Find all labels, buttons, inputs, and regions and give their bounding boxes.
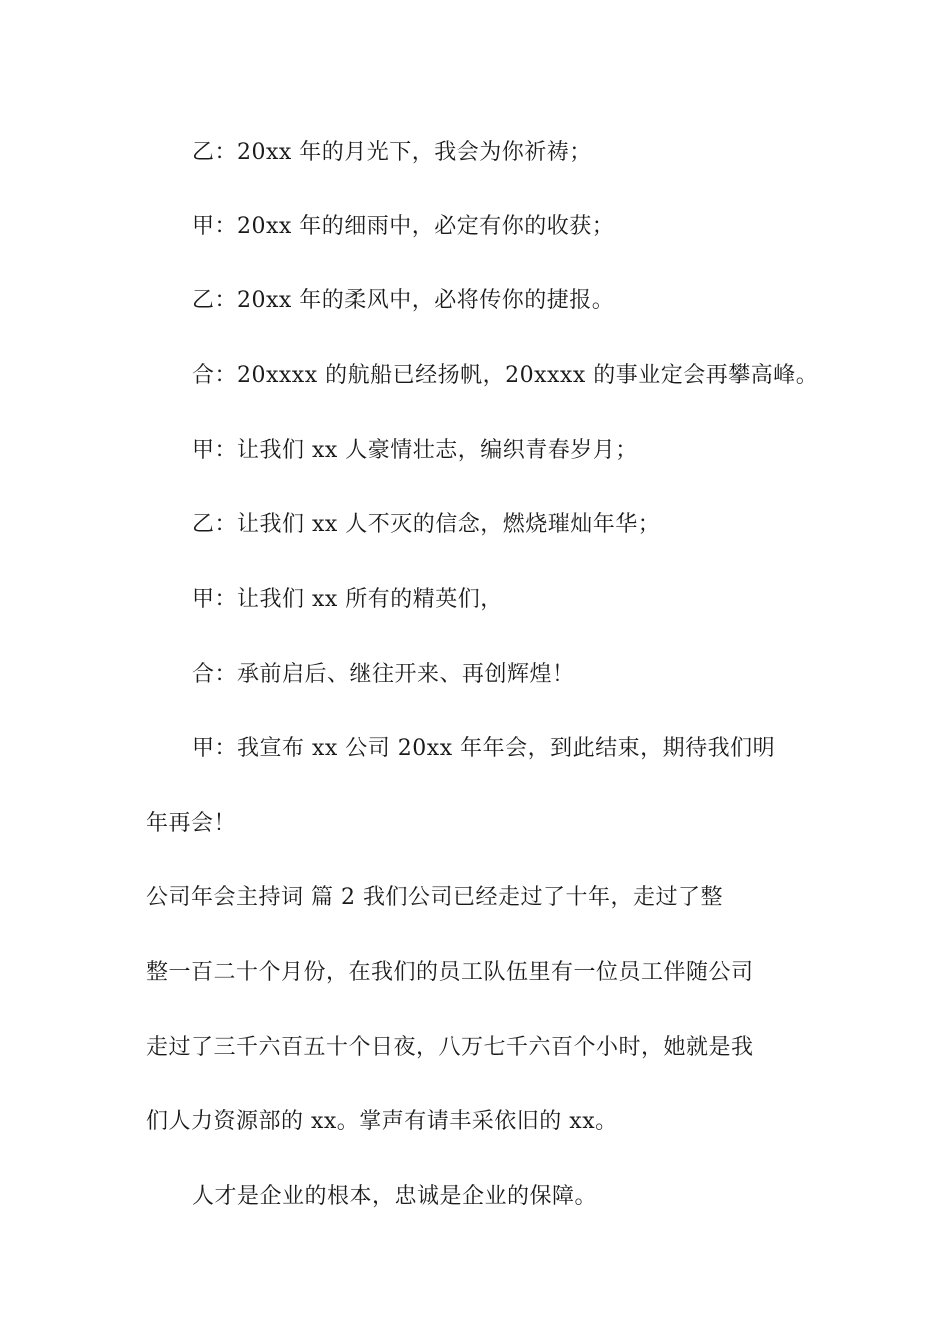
dialogue-line-jia-closing: 甲：我宣布 xx 公司 20xx 年年会，到此结束，期待我们明 [192,736,776,761]
dialogue-line-yi-belief: 乙：让我们 xx 人不灭的信念，燃烧璀灿年华； [192,512,661,537]
dialogue-line-yi-moonlight: 乙：20xx 年的月光下，我会为你祈祷； [192,140,592,165]
dialogue-line-jia-drizzle: 甲：20xx 年的细雨中，必定有你的收获； [192,214,615,239]
dialogue-line-he-glory: 合：承前启后、继往开来、再创辉煌！ [192,662,575,687]
section-heading-line: 公司年会主持词 篇 2 我们公司已经走过了十年，走过了整 [146,885,723,910]
paragraph-line: 走过了三千六百五十个日夜，八万七千六百个小时，她就是我 [146,1035,754,1060]
dialogue-line-jia-ambition: 甲：让我们 xx 人豪情壮志，编织青春岁月； [192,438,638,463]
dialogue-line-yi-breeze: 乙：20xx 年的柔风中，必将传你的捷报。 [192,288,615,313]
paragraph-line: 整一百二十个月份，在我们的员工队伍里有一位员工伴随公司 [146,960,754,985]
paragraph-line: 们人力资源部的 xx。掌声有请丰采依旧的 xx。 [146,1109,618,1134]
dialogue-line-jia-elites: 甲：让我们 xx 所有的精英们， [192,587,503,612]
paragraph-line-talent: 人才是企业的根本，忠诚是企业的保障。 [192,1184,598,1209]
dialogue-line-jia-closing-cont: 年再会！ [146,811,237,836]
dialogue-line-he-sail: 合：20xxxx 的航船已经扬帆，20xxxx 的事业定会再攀高峰。 [192,363,819,388]
